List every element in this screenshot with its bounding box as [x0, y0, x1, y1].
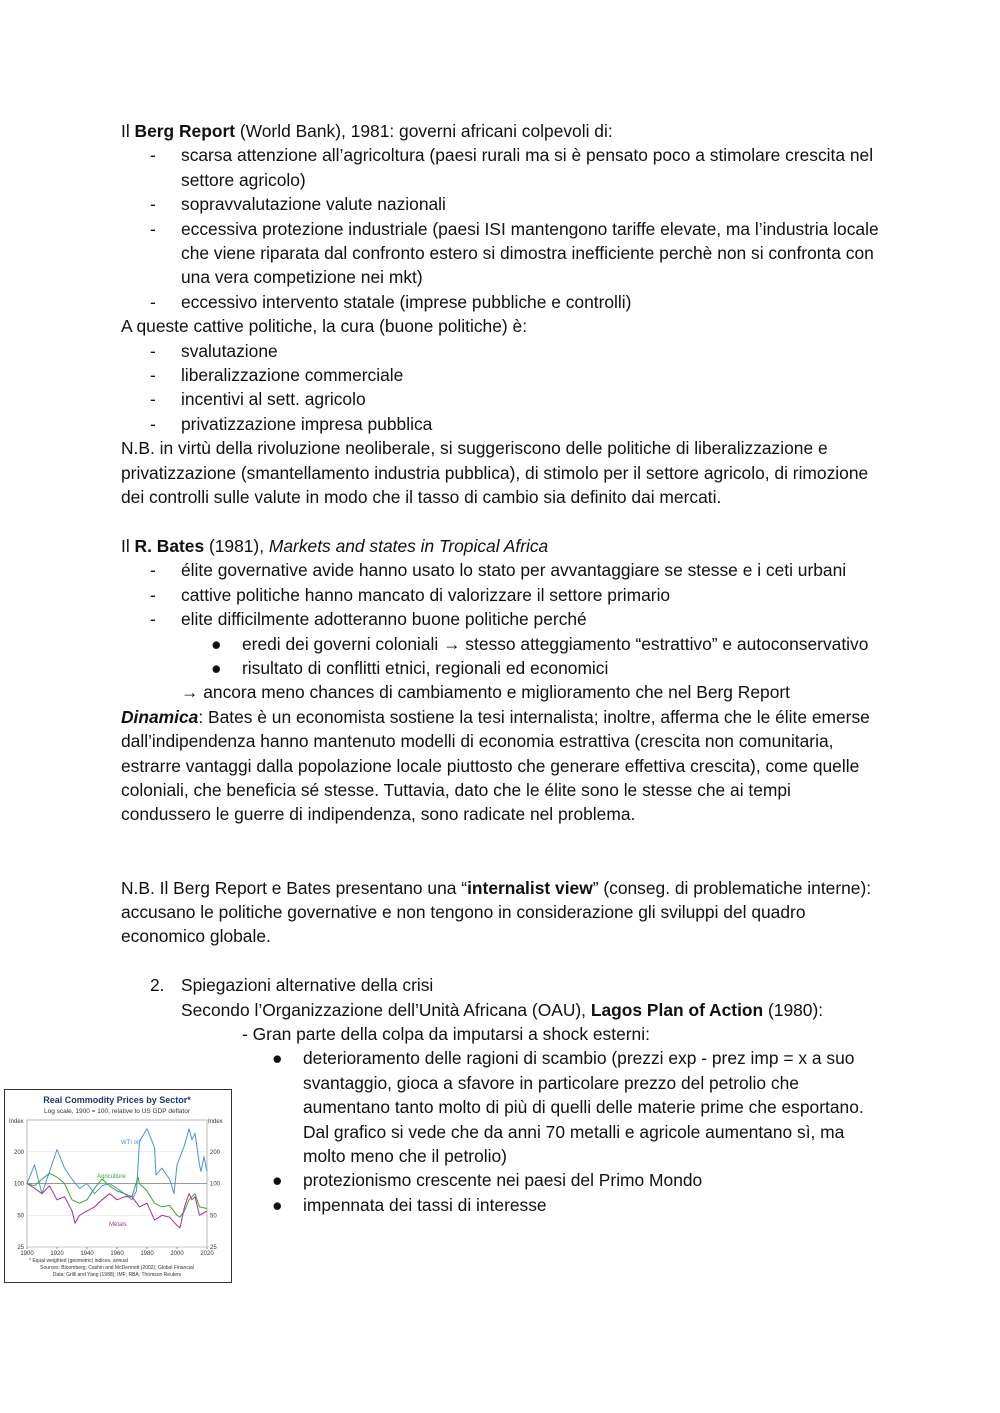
- sub-list-item: ● eredi dei governi coloniali → stesso atteggiamento “estrattivo” e autoconservativo: [121, 632, 881, 656]
- y-axis-label-left: Index: [9, 1119, 24, 1125]
- y-tick-label-left: 100: [13, 1181, 24, 1188]
- berg-intro: Il Berg Report (World Bank), 1981: governi africani colpevoli di:: [121, 121, 613, 141]
- dinamica-paragraph: Dinamica: Bates è un economista sostiene la tesi internalista; inoltre, afferma che le élite emerse dall’indipendenza hanno mantenuto modelli di economia estrattiva (crescita non comunitaria, estrarre vantaggi dalla popolazione locale piuttosto che generare effettiva crescita), come quelle coloniali, che beneficia sé stesse. Tuttavia, dato che le élite sono le stesse che ai tempi condussero le guerre di indipendenza, sono radicate nel problema.: [121, 706, 870, 825]
- x-tick-label: 1980: [140, 1251, 154, 1257]
- bates-book-title: Markets and states in Tropical Africa: [268, 535, 549, 556]
- y-tick-label-right: 50: [210, 1213, 217, 1220]
- list-item: ● deterioramento delle ragioni di scambio (prezzi exp - prez imp = x a suo svantaggio, gioca a sfavore in particolare prezzo del petrolio che aumentano tanto molto di più di quelli delle materie prime che esportano. Dal grafico si vede che da anni 70 metalli e agricole aumentano sì, ma molto meno che il petrolio): [272, 1048, 864, 1167]
- dash-marker: -: [150, 194, 156, 215]
- bullet-marker: ●: [272, 1048, 283, 1069]
- arrow-conclusion: → ancora meno chances di cambiamento e miglioramento che nel Berg Report: [181, 682, 790, 703]
- dash-marker: -: [150, 389, 156, 410]
- dash-marker: -: [150, 365, 156, 386]
- cure-intro: A queste cattive politiche, la cura (buone politiche) è:: [121, 316, 528, 337]
- list-item: ● protezionismo crescente nei paesi del Primo Mondo: [121, 1168, 881, 1192]
- y-tick-label-left: 50: [17, 1213, 24, 1220]
- list-item: - elite difficilmente adotteranno buone politiche perché: [121, 607, 881, 631]
- chart-ticks: [14, 1150, 221, 1257]
- chart-footnote-1: * Equal weighted (geometric) indices, annual: [29, 1258, 128, 1264]
- bullet-marker: ●: [211, 657, 222, 678]
- nb-paragraph: N.B. in virtù della rivoluzione neoliberale, si suggeriscono delle politiche di liberalizzazione e privatizzazione (smantellamento industria pubblica), di stimolo per il settore agricolo, di rimozione dei controlli sulle valute in modo che il tasso di cambio sia definito dai mercati.: [121, 438, 869, 508]
- y-tick-label-left: 25: [17, 1245, 24, 1251]
- x-tick-label: 1920: [50, 1251, 64, 1257]
- commodity-chart: [5, 1090, 230, 1281]
- series-line-oil: [27, 1129, 207, 1200]
- list-item: - sopravvalutazione valute nazionali: [121, 192, 881, 216]
- y-tick-label-right: 100: [210, 1181, 221, 1188]
- dash-marker: -: [150, 340, 156, 361]
- oau-line: Secondo l’Organizzazione dell’Unità Africana (OAU), Lagos Plan of Action (1980):: [181, 999, 824, 1020]
- dash-marker: -: [150, 584, 156, 605]
- y-tick-label-right: 200: [210, 1149, 221, 1156]
- dash-marker: -: [150, 218, 156, 239]
- list-item: - incentivi al sett. agricolo: [121, 387, 881, 411]
- dash-marker: -: [150, 291, 156, 312]
- dash-marker: -: [150, 560, 156, 581]
- dash-marker: -: [150, 609, 156, 630]
- list-item: ● impennata dei tassi di interesse: [121, 1193, 881, 1217]
- x-tick-label: 1960: [110, 1251, 124, 1257]
- y-axis-label-right: Index: [208, 1119, 223, 1125]
- y-tick-label-right: 25: [210, 1245, 217, 1251]
- list-item: - scarsa attenzione all’agricoltura (paesi rurali ma si è pensato poco a stimolare crescita nel settore agricolo): [150, 145, 874, 190]
- chart-title: Real Commodity Prices by Sector*: [43, 1095, 191, 1105]
- x-tick-label: 1940: [80, 1251, 94, 1257]
- dinamica-label: Dinamica: [121, 706, 199, 727]
- commodity-chart-figure: [4, 1089, 232, 1283]
- sub-list-item: ● risultato di conflitti etnici, regionali ed economici: [121, 656, 881, 680]
- chart-subtitle: Log scale, 1900 = 100, relative to US GDP deflator: [43, 1108, 191, 1115]
- bullet-marker: ●: [272, 1194, 283, 1215]
- list-item: - privatizzazione impresa pubblica: [121, 412, 881, 436]
- bullet-marker: ●: [272, 1170, 283, 1191]
- external-shocks-line: - Gran parte della colpa da imputarsi a shock esterni:: [242, 1023, 650, 1044]
- bullet-marker: ●: [211, 633, 222, 654]
- list-item: - svalutazione: [121, 339, 881, 363]
- bates-term: R. Bates: [134, 535, 205, 556]
- berg-report-term: Berg Report: [134, 121, 236, 141]
- list-item: - eccessiva protezione industriale (paesi ISI mantengono tariffe elevate, ma l’industria locale che viene riparata dal confronto estero si dimostra inefficiente perchè non si confronta con una vera competizione nei mkt): [150, 218, 879, 288]
- chart-footnote-2: Sources: Bloomberg; Cashin and McDermott (2002); Global Financial: [40, 1265, 194, 1271]
- internalist-term: internalist view: [467, 877, 593, 898]
- section-number: 2.: [150, 975, 165, 996]
- list-item: - élite governative avide hanno usato lo stato per avvantaggiare se stesse e i ceti urbani: [121, 558, 881, 582]
- series-label-oil: WTI oil: [121, 1140, 140, 1146]
- bates-intro: Il R. Bates (1981), Markets and states in Tropical Africa: [121, 535, 549, 556]
- y-tick-label-left: 200: [13, 1149, 24, 1156]
- list-item: - cattive politiche hanno mancato di valorizzare il settore primario: [121, 583, 881, 607]
- series-label-agri: Agriculture: [97, 1174, 126, 1180]
- series-label-metals: Metals: [109, 1222, 127, 1228]
- x-tick-label: 2000: [170, 1251, 184, 1257]
- dash-marker: -: [150, 145, 156, 166]
- dash-marker: -: [150, 413, 156, 434]
- document-body: [121, 119, 881, 1220]
- list-item: - liberalizzazione commerciale: [121, 363, 881, 387]
- chart-footnote-3: Data; Grilli and Yang (1988); IMF; RBA; Thomson Reuters: [52, 1272, 182, 1278]
- lagos-plan-term: Lagos Plan of Action: [590, 999, 764, 1020]
- internalist-paragraph: N.B. Il Berg Report e Bates presentano una “internalist view” (conseg. di problematiche interne): accusano le politiche governative e non tengono in considerazione gli sviluppi del quadro economico globale.: [121, 877, 872, 947]
- list-item: - eccessivo intervento statale (imprese pubbliche e controlli): [121, 290, 881, 314]
- x-tick-label: 2020: [200, 1251, 214, 1257]
- section-2-heading: 2. Spiegazioni alternative della crisi: [121, 973, 881, 997]
- x-tick-label: 1900: [20, 1251, 34, 1257]
